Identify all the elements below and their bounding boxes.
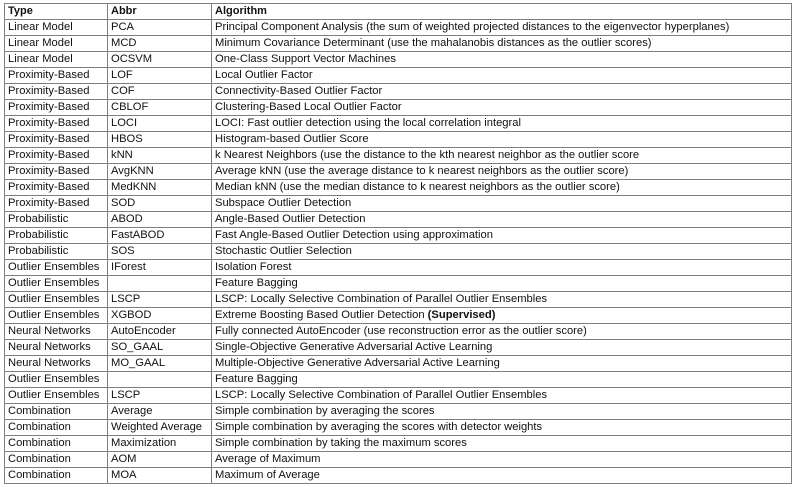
table-row [5, 260, 792, 276]
table-row [5, 100, 792, 116]
table-row [5, 164, 792, 180]
algorithm-text: Connectivity-Based Outlier Factor [215, 85, 383, 97]
cell-algorithm [212, 292, 792, 308]
cell-type: Linear Model [5, 36, 108, 52]
cell-algorithm [212, 452, 792, 468]
cell-abbr: MCD [108, 36, 212, 52]
cell-type: Proximity-Based [5, 116, 108, 132]
cell-type: Proximity-Based [5, 84, 108, 100]
algorithm-text: LOCI: Fast outlier detection using the local correlation integral [215, 117, 521, 129]
cell-type: Linear Model [5, 52, 108, 68]
cell-type: Outlier Ensembles [5, 388, 108, 404]
table-row [5, 148, 792, 164]
cell-type: Outlier Ensembles [5, 372, 108, 388]
cell-algorithm [212, 84, 792, 100]
algorithm-text: LSCP: Locally Selective Combination of Parallel Outlier Ensembles [215, 293, 548, 305]
table-row [5, 388, 792, 404]
algorithm-text: Clustering-Based Local Outlier Factor [215, 101, 402, 113]
cell-abbr: SOS [108, 244, 212, 260]
table-row [5, 20, 792, 36]
cell-abbr: MedKNN [108, 180, 212, 196]
algorithm-text: Simple combination by averaging the scores [215, 405, 435, 417]
cell-algorithm [212, 180, 792, 196]
table-row [5, 340, 792, 356]
algorithm-text: Fully connected AutoEncoder (use reconstruction error as the outlier score) [215, 325, 587, 337]
table-row [5, 244, 792, 260]
table-row [5, 292, 792, 308]
cell-abbr: SOD [108, 196, 212, 212]
cell-abbr: MOA [108, 468, 212, 484]
cell-abbr: LSCP [108, 292, 212, 308]
cell-algorithm [212, 244, 792, 260]
algorithm-text: Principal Component Analysis (the sum of weighted projected distances to the eigenvector hyperplanes) [215, 21, 730, 33]
cell-algorithm [212, 372, 792, 388]
cell-algorithm [212, 228, 792, 244]
cell-abbr: SO_GAAL [108, 340, 212, 356]
table-row [5, 68, 792, 84]
algorithm-text: Simple combination by averaging the scores with detector weights [215, 421, 543, 433]
cell-abbr: LOF [108, 68, 212, 84]
algorithm-table [4, 3, 792, 484]
cell-type: Proximity-Based [5, 148, 108, 164]
table-row [5, 196, 792, 212]
table-row [5, 180, 792, 196]
cell-type: Outlier Ensembles [5, 292, 108, 308]
table-row [5, 308, 792, 324]
table-header [5, 4, 792, 20]
cell-algorithm [212, 308, 792, 324]
cell-algorithm [212, 20, 792, 36]
cell-abbr: LSCP [108, 388, 212, 404]
cell-type: Proximity-Based [5, 132, 108, 148]
cell-type: Combination [5, 468, 108, 484]
cell-abbr [108, 276, 212, 292]
algorithm-text: Average of Maximum [215, 453, 321, 465]
cell-type: Proximity-Based [5, 68, 108, 84]
table-body [5, 20, 792, 484]
algorithm-text: Single-Objective Generative Adversarial Active Learning [215, 341, 493, 353]
cell-type: Proximity-Based [5, 164, 108, 180]
cell-abbr: HBOS [108, 132, 212, 148]
cell-abbr: AutoEncoder [108, 324, 212, 340]
cell-type: Outlier Ensembles [5, 276, 108, 292]
cell-type: Proximity-Based [5, 180, 108, 196]
cell-abbr: OCSVM [108, 52, 212, 68]
cell-type: Proximity-Based [5, 196, 108, 212]
cell-abbr: AOM [108, 452, 212, 468]
cell-algorithm [212, 420, 792, 436]
header-algorithm: Algorithm [212, 4, 792, 20]
header-row [5, 4, 792, 20]
algorithm-text: Maximum of Average [215, 469, 320, 481]
algorithm-text: LSCP: Locally Selective Combination of Parallel Outlier Ensembles [215, 389, 548, 401]
algorithm-text: Median kNN (use the median distance to k nearest neighbors as the outlier score) [215, 181, 620, 193]
table-row [5, 452, 792, 468]
cell-abbr: ABOD [108, 212, 212, 228]
cell-type: Neural Networks [5, 340, 108, 356]
cell-abbr: IForest [108, 260, 212, 276]
cell-type: Probabilistic [5, 244, 108, 260]
cell-algorithm [212, 116, 792, 132]
cell-type: Combination [5, 404, 108, 420]
cell-algorithm [212, 148, 792, 164]
cell-type: Neural Networks [5, 356, 108, 372]
cell-abbr: XGBOD [108, 308, 212, 324]
table-row [5, 84, 792, 100]
cell-algorithm [212, 260, 792, 276]
cell-algorithm [212, 52, 792, 68]
algorithm-text: Isolation Forest [215, 261, 292, 273]
cell-algorithm [212, 68, 792, 84]
cell-algorithm [212, 436, 792, 452]
cell-abbr: COF [108, 84, 212, 100]
cell-abbr [108, 372, 212, 388]
algorithm-text: Subspace Outlier Detection [215, 197, 352, 209]
cell-type: Outlier Ensembles [5, 308, 108, 324]
table-row [5, 404, 792, 420]
algorithm-text: Local Outlier Factor [215, 69, 313, 81]
table-row [5, 228, 792, 244]
cell-algorithm [212, 196, 792, 212]
cell-algorithm [212, 100, 792, 116]
cell-abbr: FastABOD [108, 228, 212, 244]
cell-abbr: AvgKNN [108, 164, 212, 180]
cell-abbr: Maximization [108, 436, 212, 452]
algorithm-text: Multiple-Objective Generative Adversarial Active Learning [215, 357, 500, 369]
algorithm-text: Extreme Boosting Based Outlier Detection [215, 309, 425, 321]
algorithm-text: Average kNN (use the average distance to k nearest neighbors as the outlier score) [215, 165, 629, 177]
cell-type: Probabilistic [5, 228, 108, 244]
table-row [5, 420, 792, 436]
cell-abbr: Weighted Average [108, 420, 212, 436]
cell-algorithm [212, 212, 792, 228]
algorithm-text: Feature Bagging [215, 373, 298, 385]
algorithm-text: Fast Angle-Based Outlier Detection using approximation [215, 229, 493, 241]
cell-algorithm [212, 404, 792, 420]
cell-algorithm [212, 356, 792, 372]
algorithm-text: Feature Bagging [215, 277, 298, 289]
algorithm-text: k Nearest Neighbors (use the distance to the kth nearest neighbor as the outlier score [215, 149, 640, 161]
header-abbr: Abbr [108, 4, 212, 20]
cell-algorithm [212, 468, 792, 484]
cell-algorithm [212, 132, 792, 148]
cell-abbr: PCA [108, 20, 212, 36]
cell-abbr: MO_GAAL [108, 356, 212, 372]
table-row [5, 436, 792, 452]
algorithm-text: One-Class Support Vector Machines [215, 53, 396, 65]
cell-algorithm [212, 388, 792, 404]
table-row [5, 324, 792, 340]
table-row [5, 276, 792, 292]
table-row [5, 468, 792, 484]
cell-type: Combination [5, 436, 108, 452]
algorithm-text: Minimum Covariance Determinant (use the mahalanobis distances as the outlier scores) [215, 37, 652, 49]
header-type: Type [5, 4, 108, 20]
cell-algorithm [212, 276, 792, 292]
table-row [5, 52, 792, 68]
table-row [5, 116, 792, 132]
cell-type: Combination [5, 452, 108, 468]
cell-type: Neural Networks [5, 324, 108, 340]
cell-type: Outlier Ensembles [5, 260, 108, 276]
algorithm-text: Stochastic Outlier Selection [215, 245, 352, 257]
table-row [5, 36, 792, 52]
table-row [5, 372, 792, 388]
cell-abbr: kNN [108, 148, 212, 164]
algorithm-text: Angle-Based Outlier Detection [215, 213, 366, 225]
cell-abbr: CBLOF [108, 100, 212, 116]
cell-abbr: LOCI [108, 116, 212, 132]
table-row [5, 212, 792, 228]
table-row [5, 356, 792, 372]
cell-type: Combination [5, 420, 108, 436]
cell-algorithm [212, 164, 792, 180]
algorithm-text: Histogram-based Outlier Score [215, 133, 369, 145]
table-row [5, 132, 792, 148]
cell-algorithm [212, 36, 792, 52]
cell-abbr: Average [108, 404, 212, 420]
cell-type: Proximity-Based [5, 100, 108, 116]
cell-type: Probabilistic [5, 212, 108, 228]
cell-algorithm [212, 340, 792, 356]
cell-type: Linear Model [5, 20, 108, 36]
cell-algorithm [212, 324, 792, 340]
supervised-tag: (Supervised) [427, 309, 496, 321]
algorithm-text: Simple combination by taking the maximum scores [215, 437, 467, 449]
